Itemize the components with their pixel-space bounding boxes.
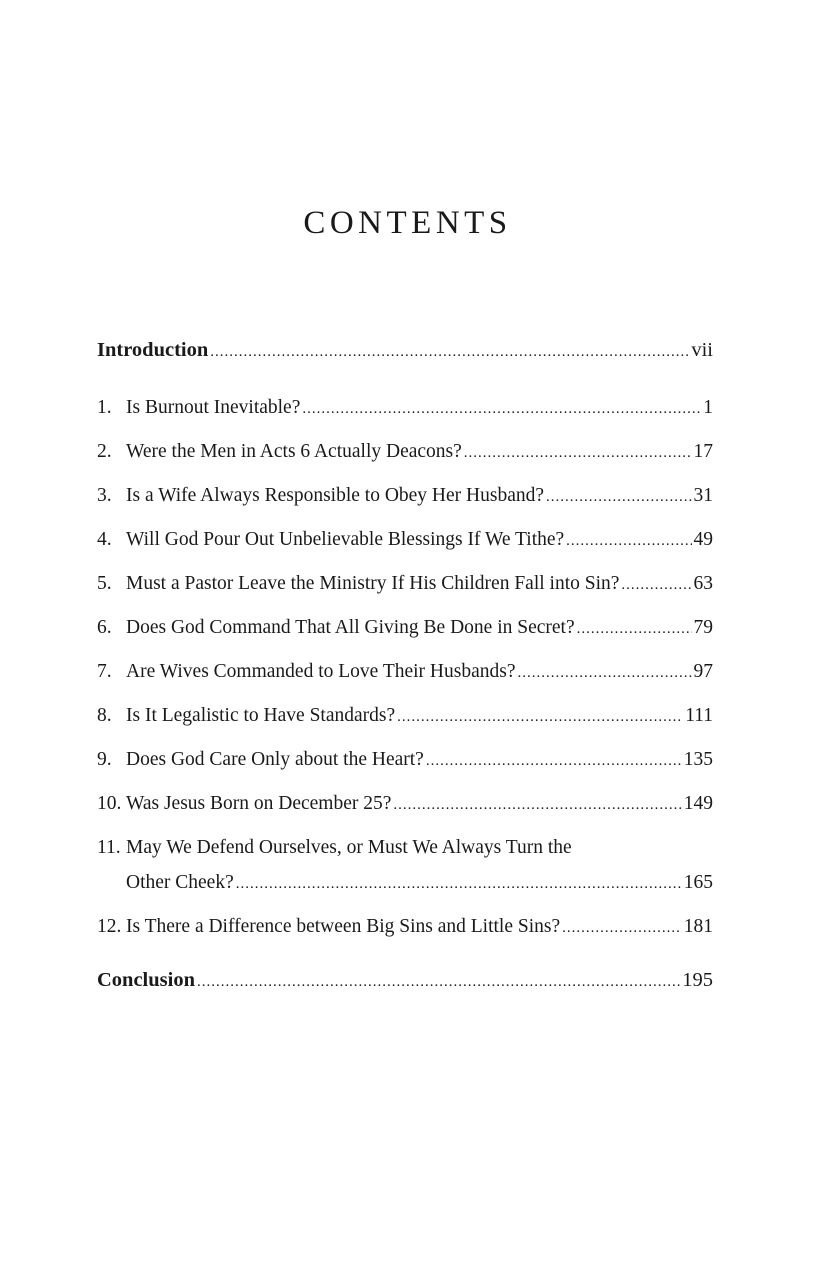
toc-entry-introduction[interactable]: [97, 336, 713, 366]
toc-page-number: 31: [693, 485, 713, 506]
chapter-number: 11.: [97, 837, 121, 858]
chapter-title-continuation: Other Cheek?: [126, 872, 234, 893]
page-title: CONTENTS: [303, 205, 512, 241]
toc-page-number: 97: [693, 661, 713, 682]
toc-page-number: 149: [683, 793, 713, 814]
toc-page-number: 79: [693, 617, 713, 638]
toc-entry-chapter-11-line-1[interactable]: [97, 834, 713, 862]
toc-page-number: 49: [693, 529, 713, 550]
chapter-number: 6.: [97, 617, 112, 638]
chapter-number: 12.: [97, 916, 122, 937]
toc-page-number: 165: [683, 872, 713, 893]
chapter-title: Does God Command That All Giving Be Done in Secret?: [126, 617, 575, 638]
dot-leader: [210, 338, 689, 366]
chapter-number: 5.: [97, 573, 112, 594]
toc-entry-chapter-1[interactable]: [97, 394, 713, 423]
chapter-title: Were the Men in Acts 6 Actually Deacons?: [126, 441, 462, 462]
dot-leader: [577, 615, 692, 643]
dot-leader: [562, 914, 682, 942]
toc-page-number: 195: [682, 969, 713, 991]
toc-page-number: 1: [703, 397, 713, 418]
toc-entry-chapter-8[interactable]: [97, 702, 713, 731]
toc-entry-chapter-2[interactable]: [97, 438, 713, 467]
toc-entry-chapter-5[interactable]: [97, 570, 713, 599]
chapter-number: 2.: [97, 441, 112, 462]
chapter-number: 7.: [97, 661, 112, 682]
dot-leader: [464, 439, 692, 467]
dot-leader: [426, 747, 682, 775]
toc-entry-chapter-10[interactable]: [97, 790, 713, 819]
dot-leader: [302, 395, 701, 423]
dot-leader: [566, 527, 691, 555]
toc-entry-chapter-12[interactable]: [97, 913, 713, 942]
toc-page-number: 135: [683, 749, 713, 770]
chapter-number: 3.: [97, 485, 112, 506]
chapter-number: 9.: [97, 749, 112, 770]
chapter-title: Is Burnout Inevitable?: [126, 397, 301, 418]
chapter-number: 8.: [97, 705, 112, 726]
toc-entry-chapter-6[interactable]: [97, 614, 713, 643]
chapter-title: Does God Care Only about the Heart?: [126, 749, 424, 770]
chapter-title: Will God Pour Out Unbelievable Blessings If We Tithe?: [126, 529, 565, 550]
dot-leader: [197, 968, 680, 996]
dot-leader: [621, 571, 691, 599]
chapter-title: Is a Wife Always Responsible to Obey Her Husband?: [126, 485, 545, 506]
toc-entry-chapter-4[interactable]: [97, 526, 713, 555]
chapter-title: Are Wives Commanded to Love Their Husbands?: [126, 661, 516, 682]
dot-leader: [236, 870, 682, 898]
toc-entry-label: Conclusion: [97, 969, 195, 991]
toc-page-number: 181: [683, 916, 713, 937]
toc-entry-chapter-11-line-2[interactable]: [97, 869, 713, 898]
chapter-title: Is There a Difference between Big Sins and Little Sins?: [126, 916, 561, 937]
chapter-number: 1.: [97, 397, 112, 418]
toc-page-number: 17: [693, 441, 713, 462]
dot-leader: [397, 703, 683, 731]
toc-entry-chapter-3[interactable]: [97, 482, 713, 511]
chapter-title: May We Defend Ourselves, or Must We Always Turn the: [126, 837, 572, 858]
chapter-number: 4.: [97, 529, 112, 550]
toc-entry-chapter-9[interactable]: [97, 746, 713, 775]
dot-leader: [546, 483, 691, 511]
chapter-title: Must a Pastor Leave the Ministry If His Children Fall into Sin?: [126, 573, 620, 594]
toc-entry-conclusion[interactable]: [97, 966, 713, 996]
chapter-title: Is It Legalistic to Have Standards?: [126, 705, 396, 726]
toc-entry-label: Introduction: [97, 339, 209, 361]
toc-page-number: vii: [691, 339, 713, 361]
toc-page-number: 63: [693, 573, 713, 594]
dot-leader: [518, 659, 692, 687]
toc-page-number: 111: [685, 705, 713, 726]
chapter-number: 10.: [97, 793, 122, 814]
chapter-title: Was Jesus Born on December 25?: [126, 793, 392, 814]
toc-entry-chapter-7[interactable]: [97, 658, 713, 687]
dot-leader: [393, 791, 681, 819]
